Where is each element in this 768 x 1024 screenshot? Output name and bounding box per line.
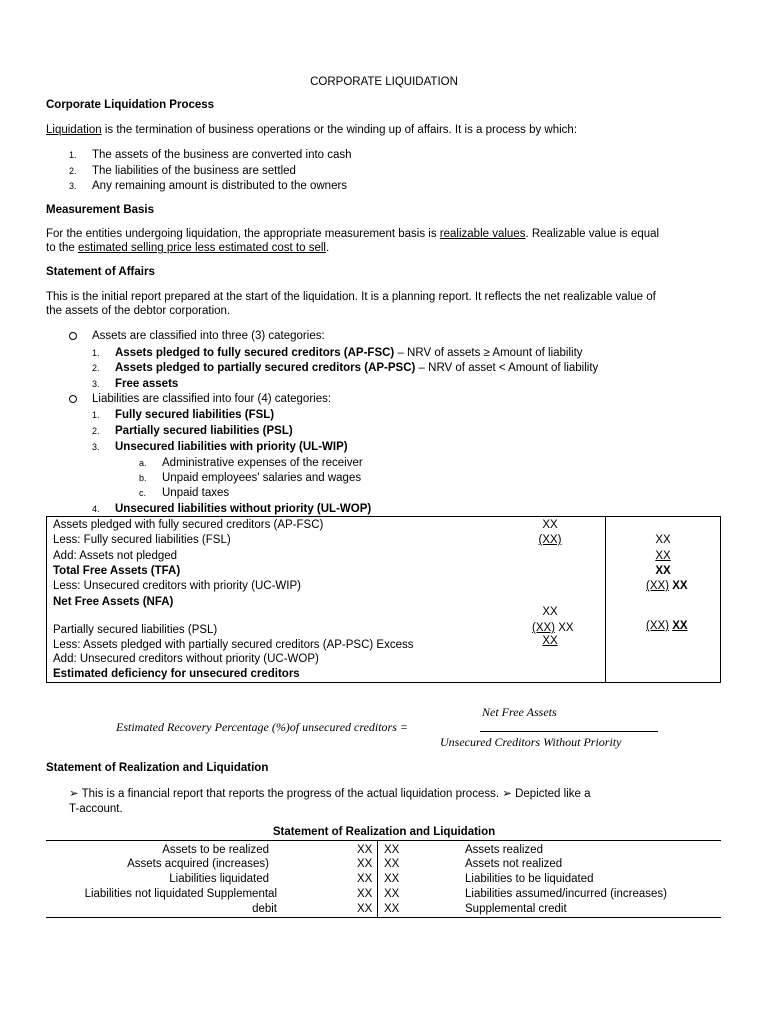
credit-amount: XX — [384, 858, 400, 870]
measurement-line-2: to the estimated selling price less estimated cost to sell. — [46, 242, 330, 254]
credit-amount: XX — [384, 844, 400, 856]
table-top-rule — [46, 840, 721, 841]
credit-item: Supplemental credit — [465, 903, 567, 915]
table-row-label: Add: Unsecured creditors without priority (UC-WOP) — [53, 653, 319, 665]
debit-item: Liabilities liquidated — [169, 873, 269, 885]
realizable-values-term: realizable values — [439, 228, 526, 240]
page-title: CORPORATE LIQUIDATION — [310, 76, 458, 88]
item-number: 3. — [92, 379, 100, 389]
table-row-label: Less: Fully secured liabilities (FSL) — [53, 534, 231, 546]
liability-category: Unsecured liabilities with priority (UL-WIP) — [115, 441, 348, 453]
priority-item: Unpaid employees' salaries and wages — [162, 472, 362, 484]
debit-item: debit — [252, 903, 277, 915]
liability-category: Fully secured liabilities (FSL) — [115, 409, 275, 421]
bullet-icon — [69, 332, 77, 340]
affairs-line-2: the assets of the debtor corporation. — [46, 305, 231, 317]
formula-denominator: Unsecured Creditors Without Priority — [440, 735, 622, 749]
amount: XX — [655, 565, 671, 577]
table-row-label: Assets pledged with fully secured creditors (AP-FSC) — [53, 519, 324, 531]
credit-item: Liabilities assumed/incurred (increases) — [465, 888, 667, 900]
item-number: 2. — [92, 363, 100, 373]
process-step: The liabilities of the business are settled — [92, 165, 296, 177]
sub-letter: c. — [139, 488, 147, 498]
liability-category: Unsecured liabilities without priority (UL-WOP) — [115, 503, 372, 515]
amount: XX — [542, 519, 558, 531]
asset-category: Assets pledged to partially secured creditors (AP-PSC) – NRV of asset < Amount of liability — [115, 362, 599, 374]
realization-desc-2: T-account. — [69, 803, 123, 815]
amount: (XX) — [538, 534, 562, 546]
sub-letter: a. — [139, 458, 147, 468]
step-number: 1. — [69, 150, 77, 160]
measurement-heading: Measurement Basis — [46, 204, 155, 216]
step-number: 3. — [69, 181, 77, 191]
priority-item: Administrative expenses of the receiver — [162, 457, 363, 469]
credit-amount: XX — [384, 903, 400, 915]
realization-heading: Statement of Realization and Liquidation — [46, 762, 269, 774]
realization-table-title: Statement of Realization and Liquidation — [272, 826, 496, 838]
debit-item: Liabilities not liquidated Supplemental — [84, 888, 277, 900]
selling-price-term: estimated selling price less estimated cost to sell — [77, 242, 326, 254]
assets-heading: Assets are classified into three (3) categories: — [92, 330, 325, 342]
debit-amount: XX — [357, 858, 373, 870]
amount: (XX) XX — [646, 580, 688, 592]
credit-item: Assets realized — [465, 844, 543, 856]
liquidation-term: Liquidation — [46, 124, 102, 136]
formula-numerator: Net Free Assets — [482, 705, 557, 719]
amount: XX — [655, 534, 671, 546]
asset-category: Assets pledged to fully secured creditors (AP-FSC) – NRV of assets ≥ Amount of liability — [115, 347, 583, 359]
sub-letter: b. — [139, 473, 147, 483]
formula-lhs: Estimated Recovery Percentage (%)of unsecured creditors = — [116, 720, 408, 734]
process-intro: Liquidation is the termination of business operations or the winding up of affairs. It is a process by which: — [46, 124, 578, 136]
debit-amount: XX — [357, 903, 373, 915]
debit-item: Assets to be realized — [162, 844, 269, 856]
debit-amount: XX — [357, 844, 373, 856]
credit-item: Assets not realized — [465, 858, 563, 870]
priority-item: Unpaid taxes — [162, 487, 230, 499]
bullet-icon — [69, 395, 77, 403]
debit-amount: XX — [357, 873, 373, 885]
process-step: The assets of the business are converted into cash — [92, 149, 352, 161]
realization-desc-1: ➢ This is a financial report that reports the progress of the actual liquidation process. ➢ Depicted like a — [69, 788, 591, 800]
amount: XX — [542, 635, 558, 647]
table-row-label: Estimated deficiency for unsecured creditors — [53, 668, 300, 680]
table-row-label: Partially secured liabilities (PSL) — [53, 624, 218, 636]
liability-category: Partially secured liabilities (PSL) — [115, 425, 293, 437]
debit-item: Assets acquired (increases) — [127, 858, 269, 870]
process-step: Any remaining amount is distributed to the owners — [92, 180, 348, 192]
liabilities-heading: Liabilities are classified into four (4) categories: — [92, 393, 332, 405]
amount: (XX) XX — [646, 620, 688, 632]
fraction-bar — [480, 731, 658, 732]
table-bottom-rule — [46, 917, 721, 918]
amount: (XX) XX — [532, 622, 574, 634]
item-number: 2. — [92, 426, 100, 436]
table-row-label: Less: Assets pledged with partially secured creditors (AP-PSC) Excess — [53, 639, 414, 651]
amount: XX — [542, 606, 558, 618]
table-row-label: Add: Assets not pledged — [53, 550, 178, 562]
table-row-label: Net Free Assets (NFA) — [53, 596, 174, 608]
affairs-line-1: This is the initial report prepared at the start of the liquidation. It is a planning report. It reflects the net realizable value of — [46, 291, 656, 303]
credit-amount: XX — [384, 873, 400, 885]
affairs-heading: Statement of Affairs — [46, 266, 155, 278]
measurement-line-1: For the entities undergoing liquidation, the appropriate measurement basis is realizable values. Realizable value is equal — [46, 228, 660, 240]
debit-amount: XX — [357, 888, 373, 900]
step-number: 2. — [69, 166, 77, 176]
item-number: 4. — [92, 504, 100, 514]
process-heading: Corporate Liquidation Process — [46, 99, 215, 111]
item-number: 1. — [92, 410, 100, 420]
table-row-label: Total Free Assets (TFA) — [53, 565, 181, 577]
table-row-label: Less: Unsecured creditors with priority (UC-WIP) — [53, 580, 301, 592]
asset-category: Free assets — [115, 378, 179, 390]
item-number: 1. — [92, 348, 100, 358]
amount: XX — [655, 550, 671, 562]
item-number: 3. — [92, 442, 100, 452]
credit-item: Liabilities to be liquidated — [465, 873, 594, 885]
table-divider — [605, 516, 606, 682]
t-account-divider — [377, 840, 378, 917]
credit-amount: XX — [384, 888, 400, 900]
